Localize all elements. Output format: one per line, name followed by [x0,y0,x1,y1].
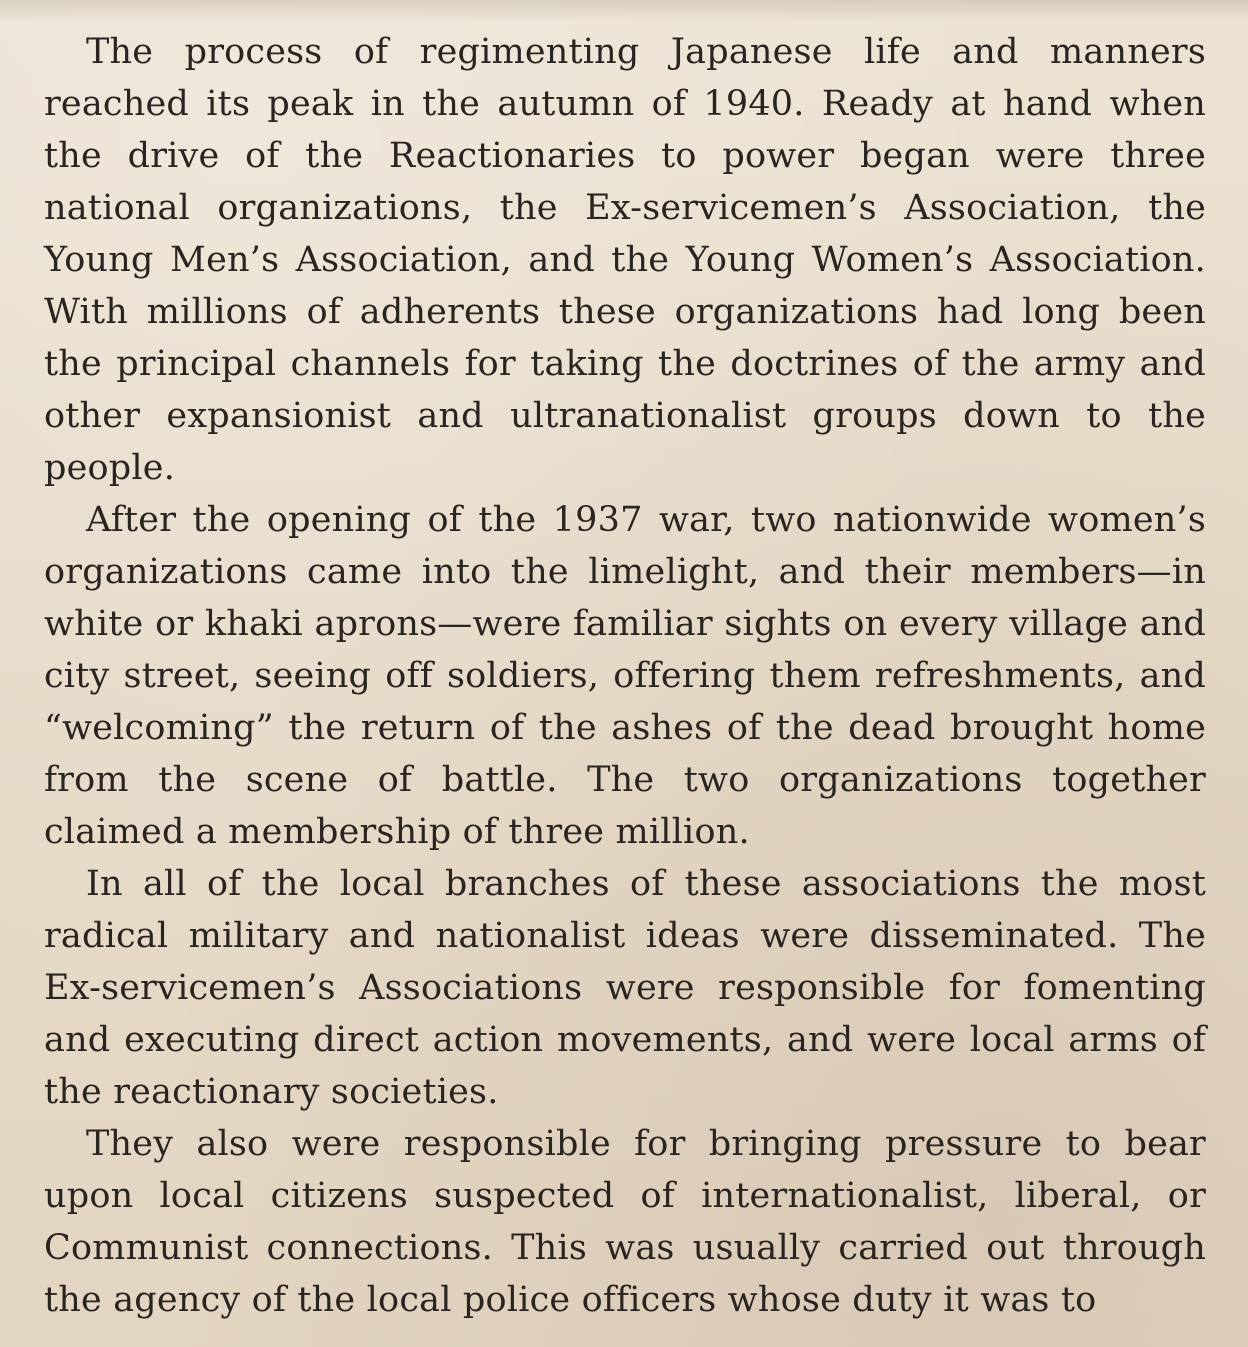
paragraph-4: They also were responsible for bringing pressure to bear upon local citizens suspected of internationalist, liberal, or Communist connections. This was usually carried out through the agency of the local police officers whose duty it was to [44,1124,1206,1320]
paragraph-2: After the opening of the 1937 war, two nationwide women’s organizations came into the limelight, and their members—in white or khaki aprons—were familiar sights on every village and city street, seeing off soldiers, offering them refreshments, and “welcoming” the return of the ashes of the dead brought home from the scene of battle. The two organizations together claimed a membership of three million. [44,500,1206,852]
body-text [44,26,1206,1326]
page-edge-shadow [0,0,1248,22]
paragraph-1: The process of regimenting Japanese life and manners reached its peak in the autumn of 1940. Ready at hand when the drive of the Reactionaries to power began were three national organizations, the Ex-servicemen’s Association, the Young Men’s Association, and the Young Women’s Association. With millions of adherents these organizations had long been the principal channels for taking the doctrines of the army and other expansionist and ultranationalist groups down to the people. [44,32,1206,488]
paragraph-3: In all of the local branches of these associations the most radical military and nationalist ideas were disseminated. The Ex-servicemen’s Associations were responsible for fomenting and executing direct action movements, and were local arms of the reactionary societies. [44,864,1206,1112]
